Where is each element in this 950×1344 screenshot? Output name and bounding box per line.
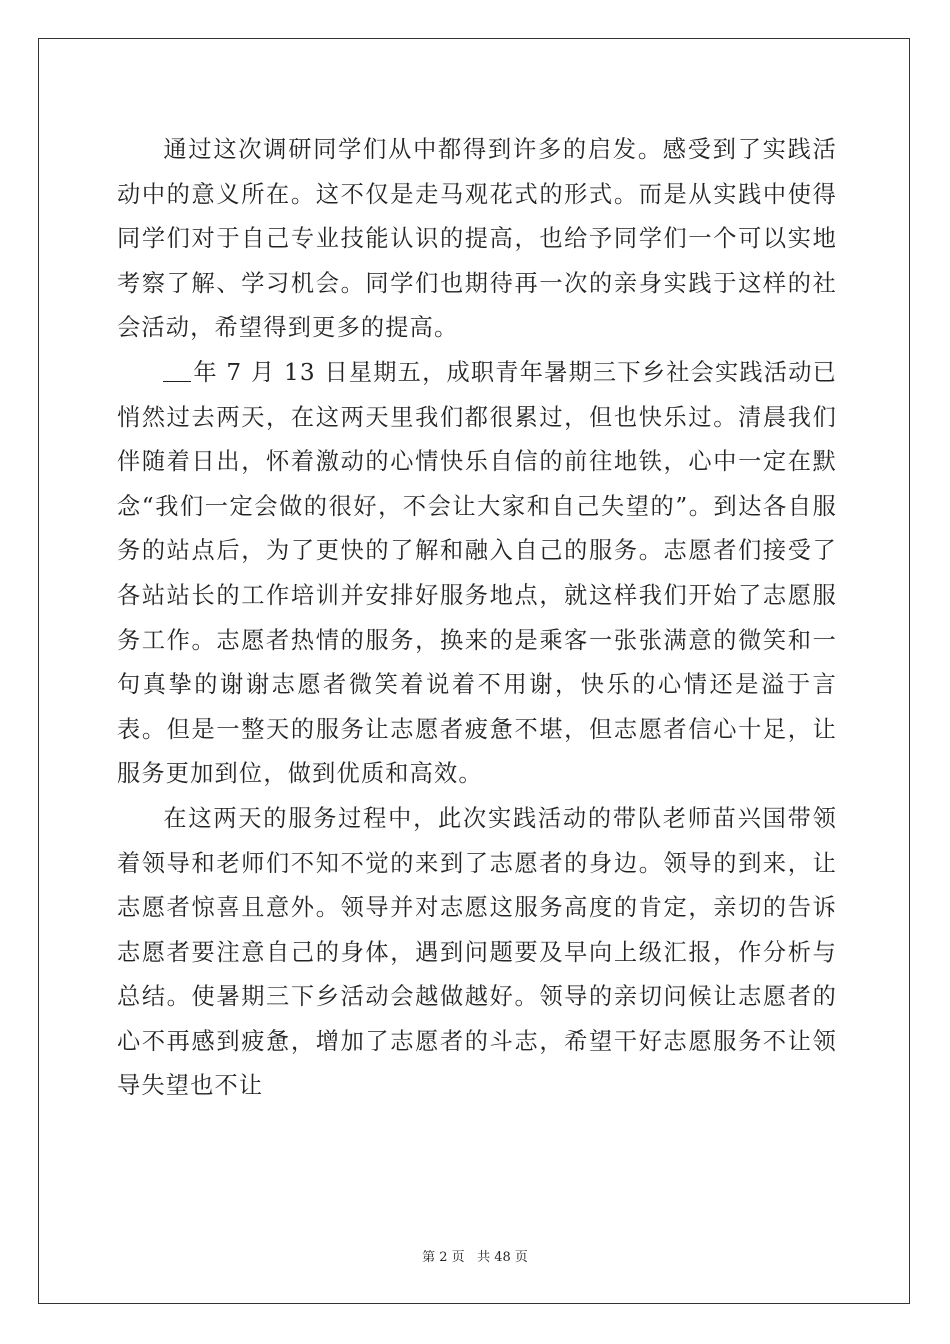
paragraph-3: 在这两天的服务过程中，此次实践活动的带队老师苗兴国带领着领导和老师们不知不觉的来到了志愿者的身边。领导的到来，让志愿者惊喜且意外。领导并对志愿这服务高度的肯定，亲切的告诉志愿者要注意自己的身体，遇到问题要及早向上级汇报，作分析与总结。使暑期三下乡活动会越做越好。领导的亲切问候让志愿者的心不再感到疲惫，增加了志愿者的斗志，希望干好志愿服务不让领导失望也不让 (117, 804, 837, 1100)
page-total: 共 48 页 (477, 1250, 528, 1265)
page-number: 第 2 页 (422, 1250, 465, 1265)
page-footer (0, 1246, 950, 1265)
date-blank (163, 361, 191, 382)
paragraph-1: 通过这次调研同学们从中都得到许多的启发。感受到了实践活动中的意义所在。这不仅是走马观花式的形式。而是从实践中使得同学们对于自己专业技能认识的提高，也给予同学们一个可以实地考察了解、学习机会。同学们也期待再一次的亲身实践于这样的社会活动，希望得到更多的提高。 (117, 136, 837, 342)
paragraph-2-text: 年 7 月 13 日星期五，成职青年暑期三下乡社会实践活动已悄然过去两天，在这两天里我们都很累过，但也快乐过。清晨我们伴随着日出，怀着激动的心情快乐自信的前往地铁，心中一定在默念“我们一定会做的很好，不会让大家和自己失望的”。到达各自服务的站点后，为了更快的了解和融入自己的服务。志愿者们接受了各站站长的工作培训并安排好服务地点，就这样我们开始了志愿服务工作。志愿者热情的服务，换来的是乘客一张张满意的微笑和一句真挚的谢谢志愿者微笑着说着不用谢，快乐的心情还是溢于言表。但是一整天的服务让志愿者疲惫不堪，但志愿者信心十足，让服务更加到位，做到优质和高效。 (117, 358, 837, 788)
paragraph-2 (117, 351, 837, 797)
document-body (117, 128, 837, 1109)
